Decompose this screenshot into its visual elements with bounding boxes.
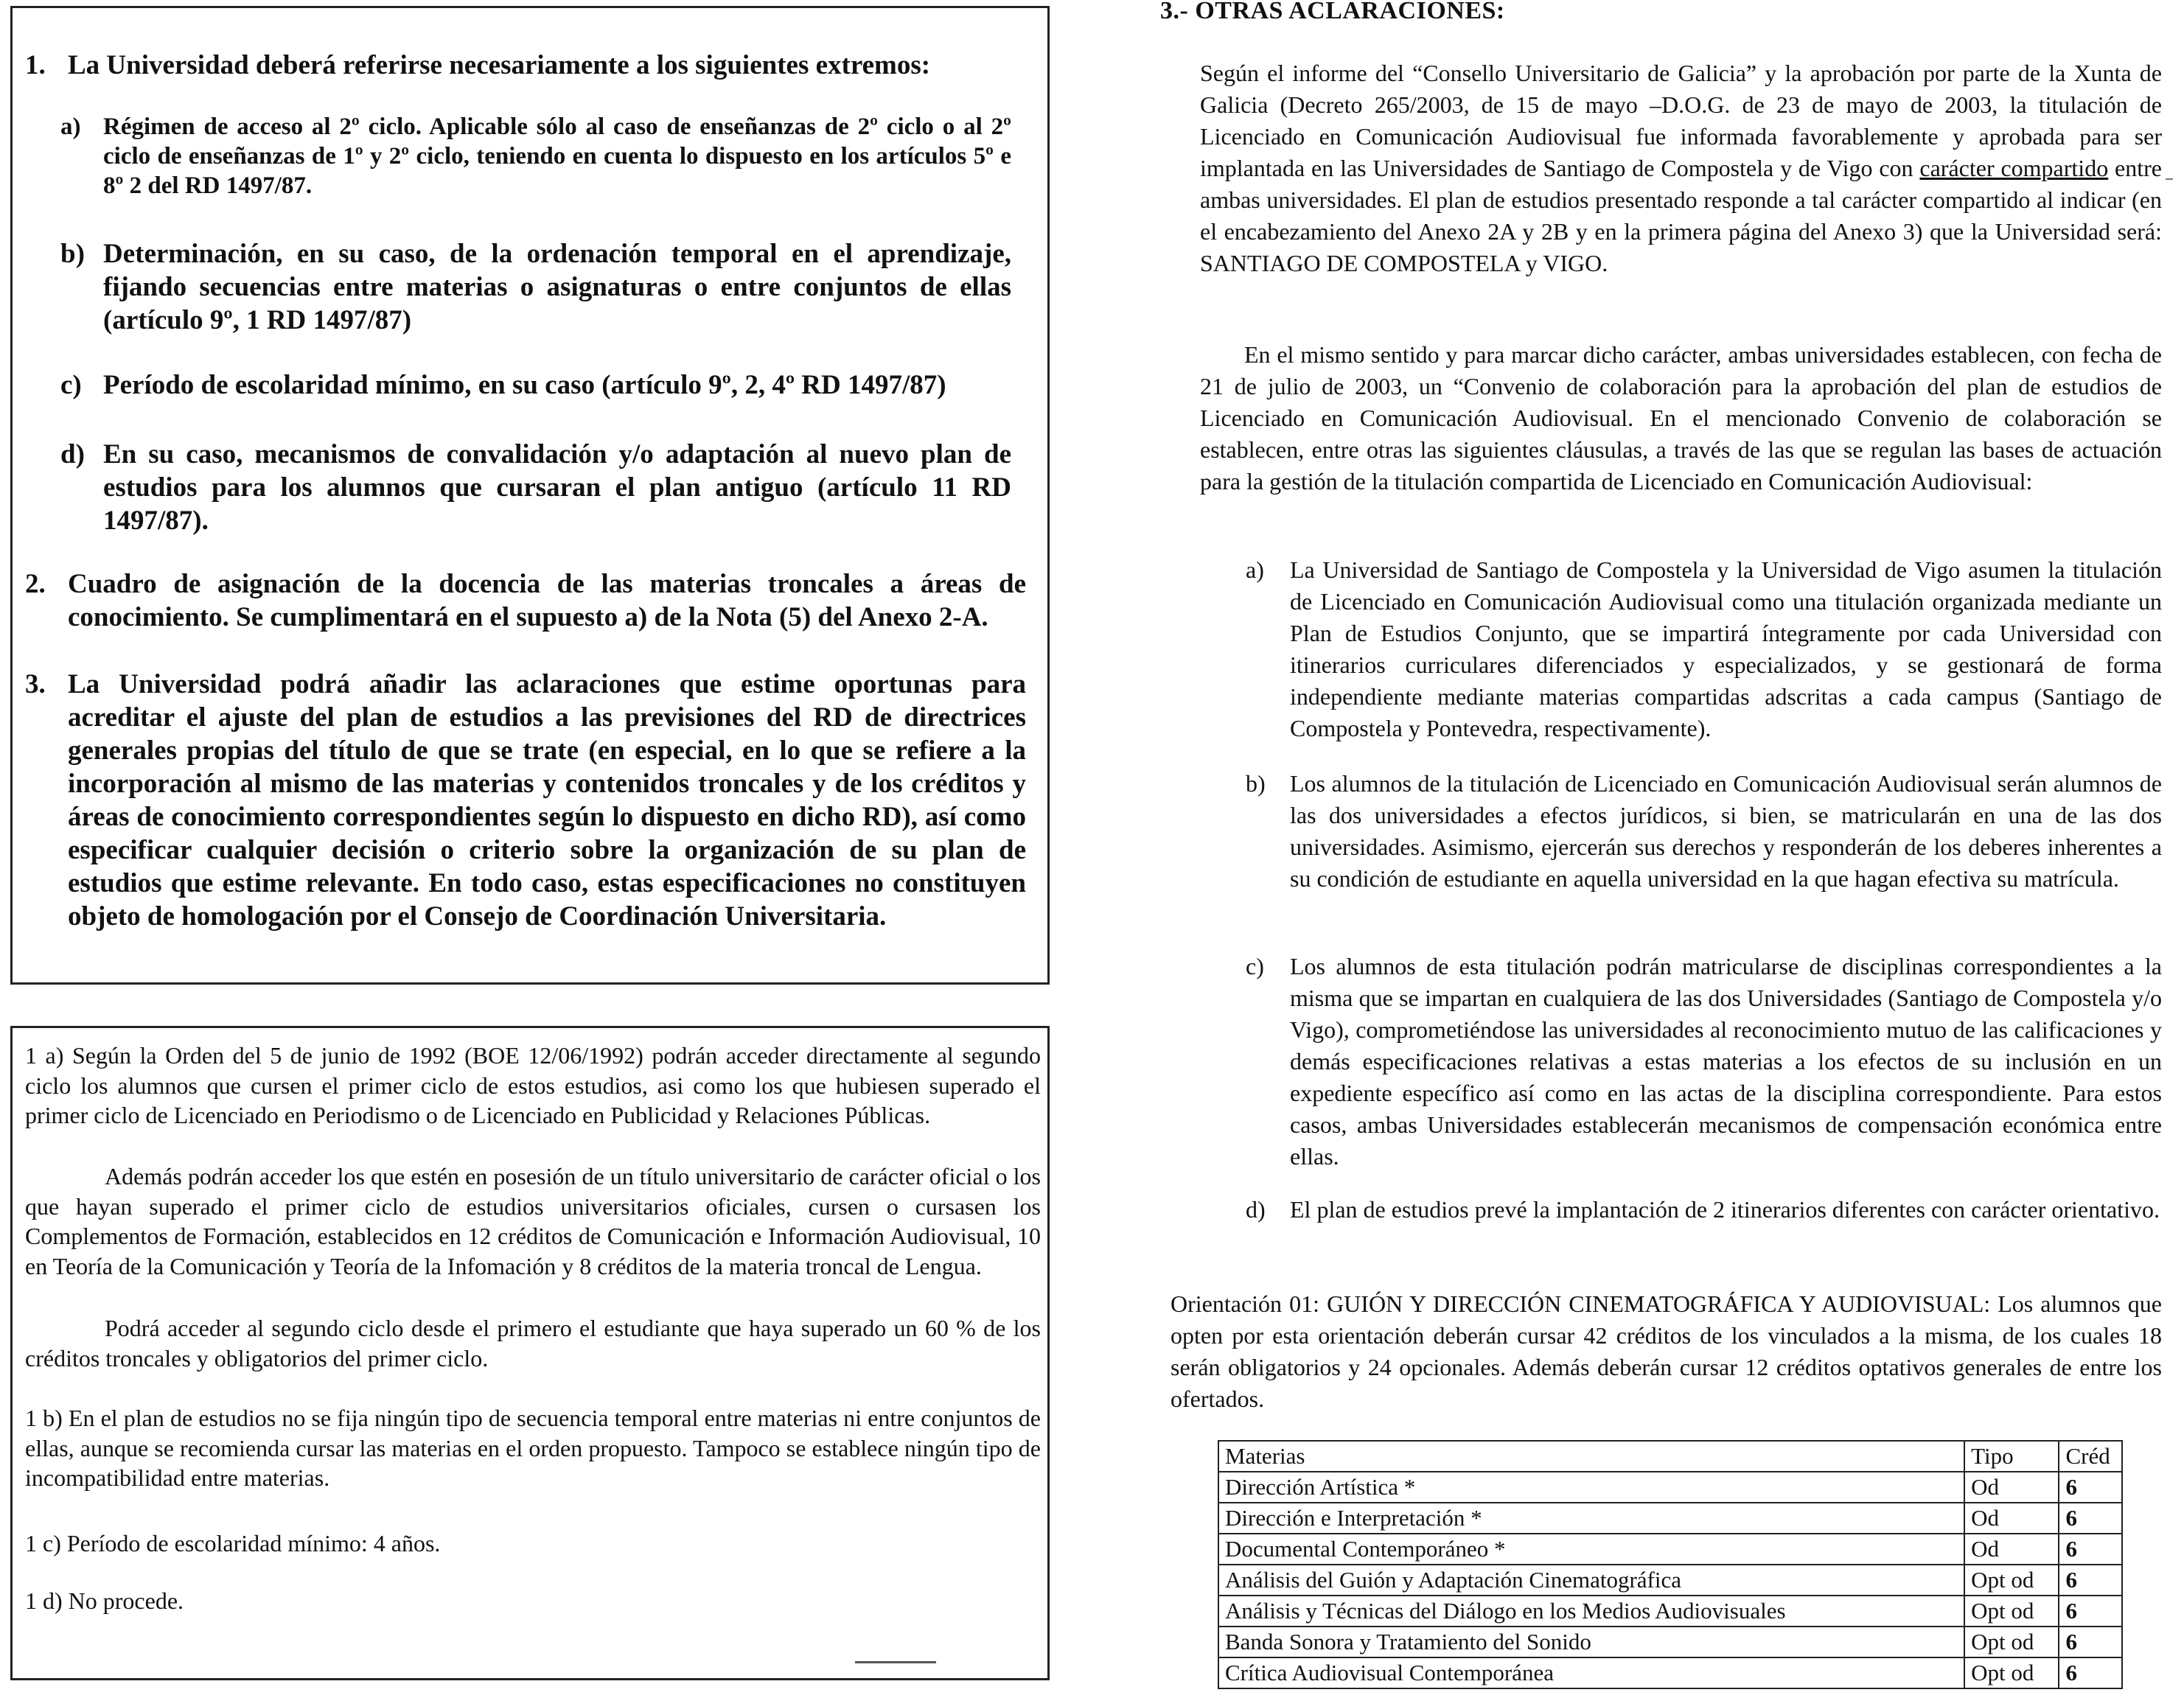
item-1d-text: En su caso, mecanismos de convalidación y/o adaptación al nuevo plan de estudios para los alumnos que cursaran el plan antiguo (artículo 11 RD 1497/87). xyxy=(103,439,1011,536)
item-1c-letter: c) xyxy=(60,370,82,400)
subjects-table xyxy=(1218,1440,2123,1689)
item-2-number: 2. xyxy=(25,569,46,599)
subject-name: Banda Sonora y Tratamiento del Sonido xyxy=(1218,1627,1964,1657)
subject-type: Opt od xyxy=(1964,1657,2059,1688)
table-row xyxy=(1218,1627,2122,1657)
item-1c-text: Período de escolaridad mínimo, en su caso (artículo 9º, 2, 4º RD 1497/87) xyxy=(103,370,946,400)
intro-paragraph: Según el informe del “Consello Universitario de Galicia” y la aprobación por parte de la Xunta de Galicia (Decreto 265/2003, de 15 de mayo –D.O.G. de 23 de mayo de 2003, la titulación de Licenciado en Comunicación Audiovisual fue informada favorablemente y aprobada para ser implantada en las Universidades de Santiago de Compostela y de Vigo con carácter compartido entre ambas universidades. El plan de estudios presentado responde a tal carácter compartido al indicar (en el encabezamiento del Anexo 2A y 2B y en la primera página del Anexo 3) que la Universidad será: SANTIAGO DE COMPOSTELA y VIGO. xyxy=(1200,60,2163,276)
answer-1c-paragraph: 1 c) Período de escolaridad mínimo: 4 años. xyxy=(25,1530,441,1556)
answer-1a-paragraph: 1 a) Según la Orden del 5 de junio de 1992 (BOE 12/06/1992) podrán acceder directamente al segundo ciclo los alumnos que cursen el primer ciclo de estos estudios, asi como los que hubiesen superado el primer ciclo de Licenciado en Periodismo o de Licenciado en Publicidad y Relaciones Públicas. xyxy=(25,1042,1041,1128)
clause-a-letter: a) xyxy=(1246,556,1264,583)
subject-name: Análisis del Guión y Adaptación Cinematográfica xyxy=(1218,1565,1964,1596)
margin-mark xyxy=(2166,178,2173,180)
subject-type: Opt od xyxy=(1964,1596,2059,1627)
section-heading: 3.- OTRAS ACLARACIONES: xyxy=(1160,0,1505,24)
item-1-number: 1. xyxy=(25,50,46,80)
subject-name: Análisis y Técnicas del Diálogo en los Medios Audiovisuales xyxy=(1218,1596,1964,1627)
table-header-row xyxy=(1218,1441,2122,1472)
clause-d-letter: d) xyxy=(1246,1196,1266,1223)
answer-1b-paragraph: 1 b) En el plan de estudios no se fija ningún tipo de secuencia temporal entre materias ni entre conjuntos de ellas, aunque se recomienda cursar las materias en el orden propuesto. Tampoco se establece ningún tipo de incompatibilidad entre materias. xyxy=(25,1405,1041,1491)
clause-c-letter: c) xyxy=(1246,953,1264,979)
subject-credits: 6 xyxy=(2059,1472,2122,1503)
subject-name: Documental Contemporáneo * xyxy=(1218,1534,1964,1565)
clause-b-text: Los alumnos de la titulación de Licenciado en Comunicación Audiovisual serán alumnos de las dos universidades a efectos jurídicos, si bien, se matricularán en una de las dos universidades. Asimismo, ejercerán sus derechos y responderán de los deberes inherentes a su condición de estudiante en aquella universidad en la que hagan efectiva su matrícula. xyxy=(1290,770,2162,892)
item-1b-text: Determinación, en su caso, de la ordenación temporal en el aprendizaje, fijando secuencias entre materias o asignaturas o entre conjuntos de ellas (artículo 9º, 1 RD 1497/87) xyxy=(103,239,1011,335)
subject-credits: 6 xyxy=(2059,1503,2122,1534)
answer-1a-paragraph-2: Además podrán acceder los que estén en posesión de un título universitario de carácter oficial o los que hayan superado el primer ciclo de estudios universitarios oficiales, cursen o cursasen los Complementos de Formación, establecidos en 12 créditos de Comunicación e Información Audiovisual, 10 en Teoría de la Comunicación y Teoría de la Infomación y 8 créditos de la materia troncal de Lengua. xyxy=(25,1163,1041,1279)
clause-c-text: Los alumnos de esta titulación podrán matricularse de disciplinas correspondientes a la misma que se impartan en cualquiera de las dos Universidades (Santiago de Compostela y/o Vigo), comprometiéndose las universidades al reconocimiento mutuo de las calificaciones y demás especificaciones relativas a estas materias a los efectos de su inclusión en un expediente específico así como en las actas de la disciplina correspondiente. Para estos casos, ambas Universidades establecerán mecanismos de compensación económica entre ellas. xyxy=(1290,953,2162,1170)
item-1-text: La Universidad deberá referirse necesariamente a los siguientes extremos: xyxy=(68,50,931,80)
subject-name: Dirección Artística * xyxy=(1218,1472,1964,1503)
subject-credits: 6 xyxy=(2059,1657,2122,1688)
subject-name: Dirección e Interpretación * xyxy=(1218,1503,1964,1534)
subject-type: Od xyxy=(1964,1472,2059,1503)
subject-credits: 6 xyxy=(2059,1565,2122,1596)
subject-credits: 6 xyxy=(2059,1627,2122,1657)
answer-1d-paragraph: 1 d) No procede. xyxy=(25,1587,184,1614)
subject-type: Od xyxy=(1964,1534,2059,1565)
table-row xyxy=(1218,1534,2122,1565)
clause-a-text: La Universidad de Santiago de Compostela y la Universidad de Vigo asumen la titulación de Licenciado en Comunicación Audiovisual como una titulación organizada mediante un Plan de Estudios Conjunto, que se impartirá íntegramente por cada Universidad con itinerarios curriculares diferenciados y especializados, y se gestionará de forma independiente mediante materias compartidas adscritas a cada campus (Santiago de Compostela y Pontevedra, respectivamente). xyxy=(1290,556,2162,741)
table-row xyxy=(1218,1657,2122,1688)
table-row xyxy=(1218,1565,2122,1596)
clause-d-text: El plan de estudios prevé la implantación de 2 itinerarios diferentes con carácter orientativo. xyxy=(1290,1196,2160,1223)
header-cred: Créd xyxy=(2059,1441,2122,1472)
item-3-text: La Universidad podrá añadir las aclaraciones que estime oportunas para acreditar el ajuste del plan de estudios a las previsiones del RD de directrices generales propias del título de que se trate (en especial, en lo que se refiere a la incorporación al mismo de las materias y contenidos troncales y de los créditos y áreas de conocimiento correspondientes según lo dispuesto en dicho RD), así como especificar cualquier decisión o criterio sobre la organización de su plan de estudios que estime relevante. En todo caso, estas especificaciones no constituyen objeto de homologación por el Consejo de Coordinación Universitaria. xyxy=(68,669,1026,932)
scan-mark xyxy=(855,1661,936,1663)
item-1b-letter: b) xyxy=(60,239,85,269)
header-materias: Materias xyxy=(1218,1441,1964,1472)
shared-character-underlined: carácter compartido xyxy=(1919,155,2109,181)
item-3-number: 3. xyxy=(25,669,46,699)
header-tipo: Tipo xyxy=(1964,1441,2059,1472)
subject-credits: 6 xyxy=(2059,1596,2122,1627)
table-row xyxy=(1218,1596,2122,1627)
clause-b-letter: b) xyxy=(1246,770,1266,797)
subject-type: Od xyxy=(1964,1503,2059,1534)
subject-type: Opt od xyxy=(1964,1627,2059,1657)
subject-credits: 6 xyxy=(2059,1534,2122,1565)
subject-type: Opt od xyxy=(1964,1565,2059,1596)
item-1a-letter: a) xyxy=(60,113,81,140)
agreement-paragraph: En el mismo sentido y para marcar dicho carácter, ambas universidades establecen, con fecha de 21 de julio de 2003, un “Convenio de colaboración para la aprobación del plan de estudios de Licenciado en Comunicación Audiovisual. En el mencionado Convenio de colaboración se establecen, entre otras las siguientes cláusulas, a través de las que se regulan las bases de actuación para la gestión de la titulación compartida de Licenciado en Comunicación Audiovisual: xyxy=(1200,341,2162,495)
subject-name: Crítica Audiovisual Contemporánea xyxy=(1218,1657,1964,1688)
table-row xyxy=(1218,1472,2122,1503)
item-1a-text: Régimen de acceso al 2º ciclo. Aplicable sólo al caso de enseñanzas de 2º ciclo o al 2º ciclo de enseñanzas de 1º y 2º ciclo, teniendo en cuenta lo dispuesto en los artículos 5º e 8º 2 del RD 1497/87. xyxy=(103,113,1011,199)
orientation-paragraph: Orientación 01: GUIÓN Y DIRECCIÓN CINEMATOGRÁFICA Y AUDIOVISUAL: Los alumnos que opten por esta orientación deberán cursar 42 créditos de los vinculados a la misma, de los cuales 18 serán obligatorios y 24 opcionales. Además deberán cursar 12 créditos optativos generales de entre los ofertados. xyxy=(1171,1290,2162,1412)
item-2-text: Cuadro de asignación de la docencia de las materias troncales a áreas de conocimiento. Se cumplimentará en el supuesto a) de la Nota (5) del Anexo 2-A. xyxy=(68,569,1026,632)
table-row xyxy=(1218,1503,2122,1534)
item-1d-letter: d) xyxy=(60,439,85,469)
answer-1a-paragraph-3: Podrá acceder al segundo ciclo desde el primero el estudiante que haya superado un 60 % de los créditos troncales y obligatorios del primer ciclo. xyxy=(25,1315,1041,1372)
